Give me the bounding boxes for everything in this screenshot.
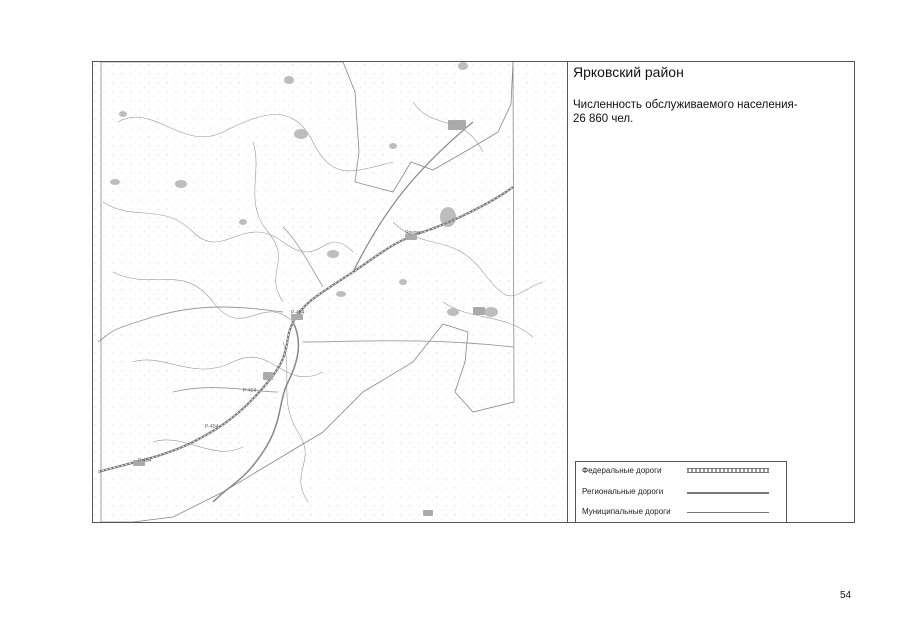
map-legend xyxy=(575,461,787,523)
population-line-2: 26 860 чел. xyxy=(573,113,634,125)
road-label: Р-404 xyxy=(138,458,152,464)
legend-row-federal xyxy=(582,466,782,478)
page-number: 54 xyxy=(840,590,852,601)
regional-road-symbol xyxy=(687,492,769,494)
legend-row-municipal xyxy=(582,507,782,519)
district-map xyxy=(93,62,567,522)
population-text xyxy=(573,98,843,126)
population-line-1: Численность обслуживаемого населения- xyxy=(573,99,798,111)
legend-row-regional xyxy=(582,487,782,499)
panel-divider xyxy=(567,62,568,522)
road-label: Р-404 xyxy=(243,388,257,394)
legend-label-regional: Региональные дороги xyxy=(582,487,664,496)
legend-label-municipal: Муниципальные дороги xyxy=(582,507,671,516)
road-label: Р-404 xyxy=(205,424,219,430)
road-label: Р-404 xyxy=(291,310,305,316)
map-drawing xyxy=(93,62,567,522)
legend-label-federal: Федеральные дороги xyxy=(582,466,662,475)
settlement-label: Ярково xyxy=(405,230,422,236)
map-sheet-frame xyxy=(92,61,855,523)
municipal-road-symbol xyxy=(687,512,769,513)
federal-road-symbol xyxy=(687,468,769,473)
district-title: Ярковский район xyxy=(573,64,684,80)
